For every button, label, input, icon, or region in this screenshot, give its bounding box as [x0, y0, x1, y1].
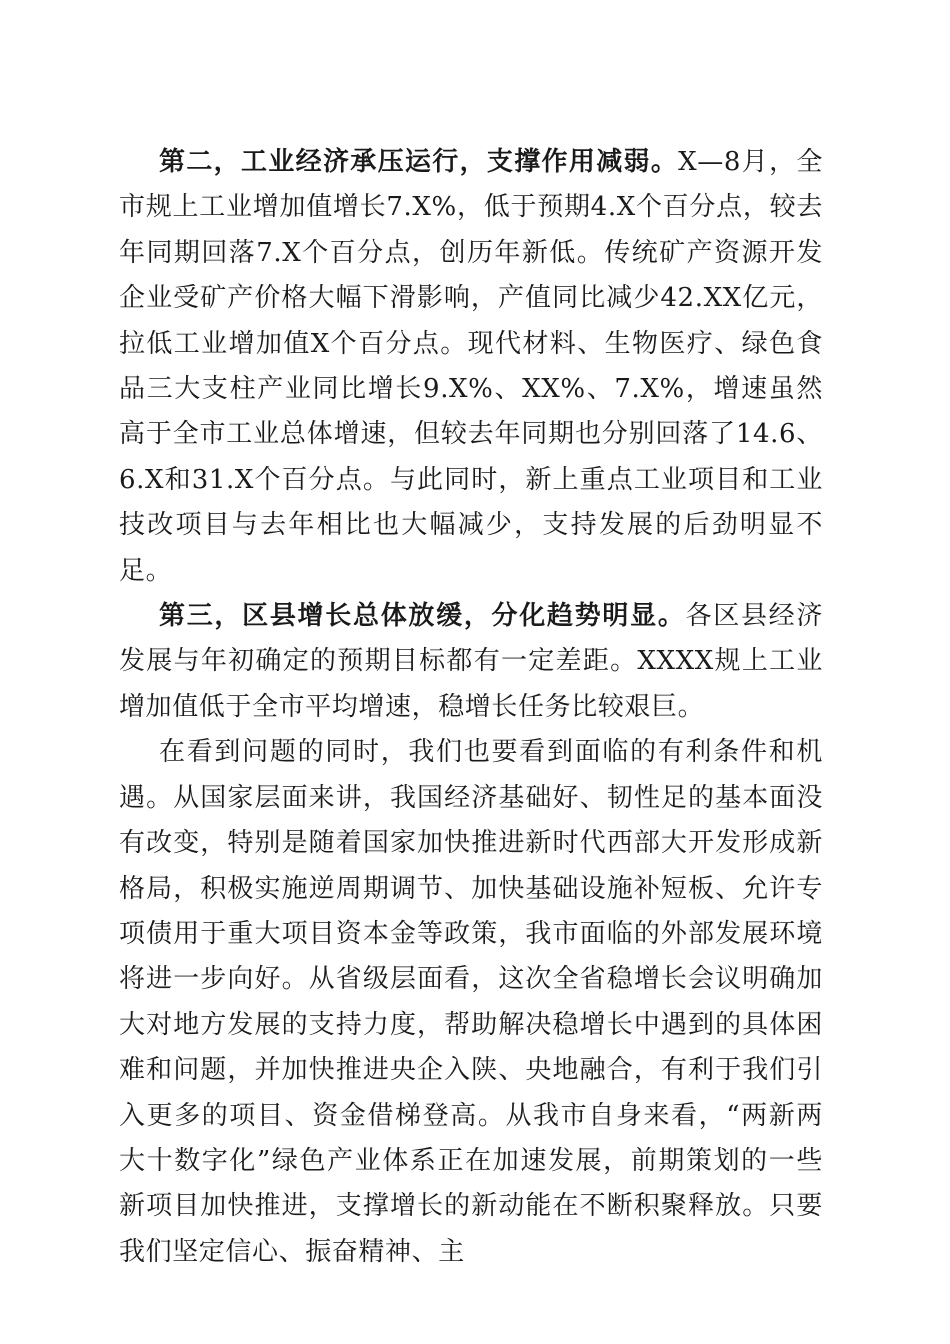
paragraph-text: 在看到问题的同时，我们也要看到面临的有利条件和机遇。从国家层面来讲，我国经济基础好、韧性足的基本面没有改变，特别是随着国家加快推进新时代西部大开发形成新格局，积极实施逆周期调节、加快基础设施补短板、允许专项债用于重大项目资本金等政策，我市面临的外部发展环境将进一步向好。从省级层面看，这次全省稳增长会议明确加大对地方发展的支持力度，帮助解决稳增长中遇到的具体困难和问题，并加快推进央企入陕、央地融合，有利于我们引入更多的项目、资金借梯登高。从我市自身来看，“两新两大十数字化”绿色产业体系正在加速发展，前期策划的一些新项目加快推进，支撑增长的新动能在不断积聚释放。只要我们坚定信心、振奋精神、主	[119, 737, 823, 1267]
paragraph-heading: 第三，区县增长总体放缓，分化趋势明显。	[159, 601, 686, 632]
paragraph-text: X—8月，全市规上工业增加值增长7.X%，低于预期4.X个百分点，较去年同期回落7.X个百分点，创历年新低。传统矿产资源开发企业受矿产价格大幅下滑影响，产值同比减少42.XX亿元，拉低工业增加值X个百分点。现代材料、生物医疗、绿色食品三大支柱产业同比增长9.X%、XX%、7.X%，增速虽然高于全市工业总体增速，但较去年同期也分别回落了14.6、6.X和31.X个百分点。与此同时，新上重点工业项目和工业技改项目与去年相比也大幅减少，支持发展的后劲明显不足。	[119, 147, 823, 586]
paragraph-industrial-economy	[119, 140, 823, 594]
paragraph-district-growth	[119, 594, 823, 730]
paragraph-heading: 第二，工业经济承压运行，支撑作用减弱。	[159, 147, 679, 177]
paragraph-text: 各区县经济发展与年初确定的预期目标都有一定差距。XXXX规上工业增加值低于全市平均增速，稳增长任务比较艰巨。	[119, 601, 823, 722]
document-body	[119, 140, 823, 1275]
paragraph-opportunities	[119, 730, 823, 1275]
